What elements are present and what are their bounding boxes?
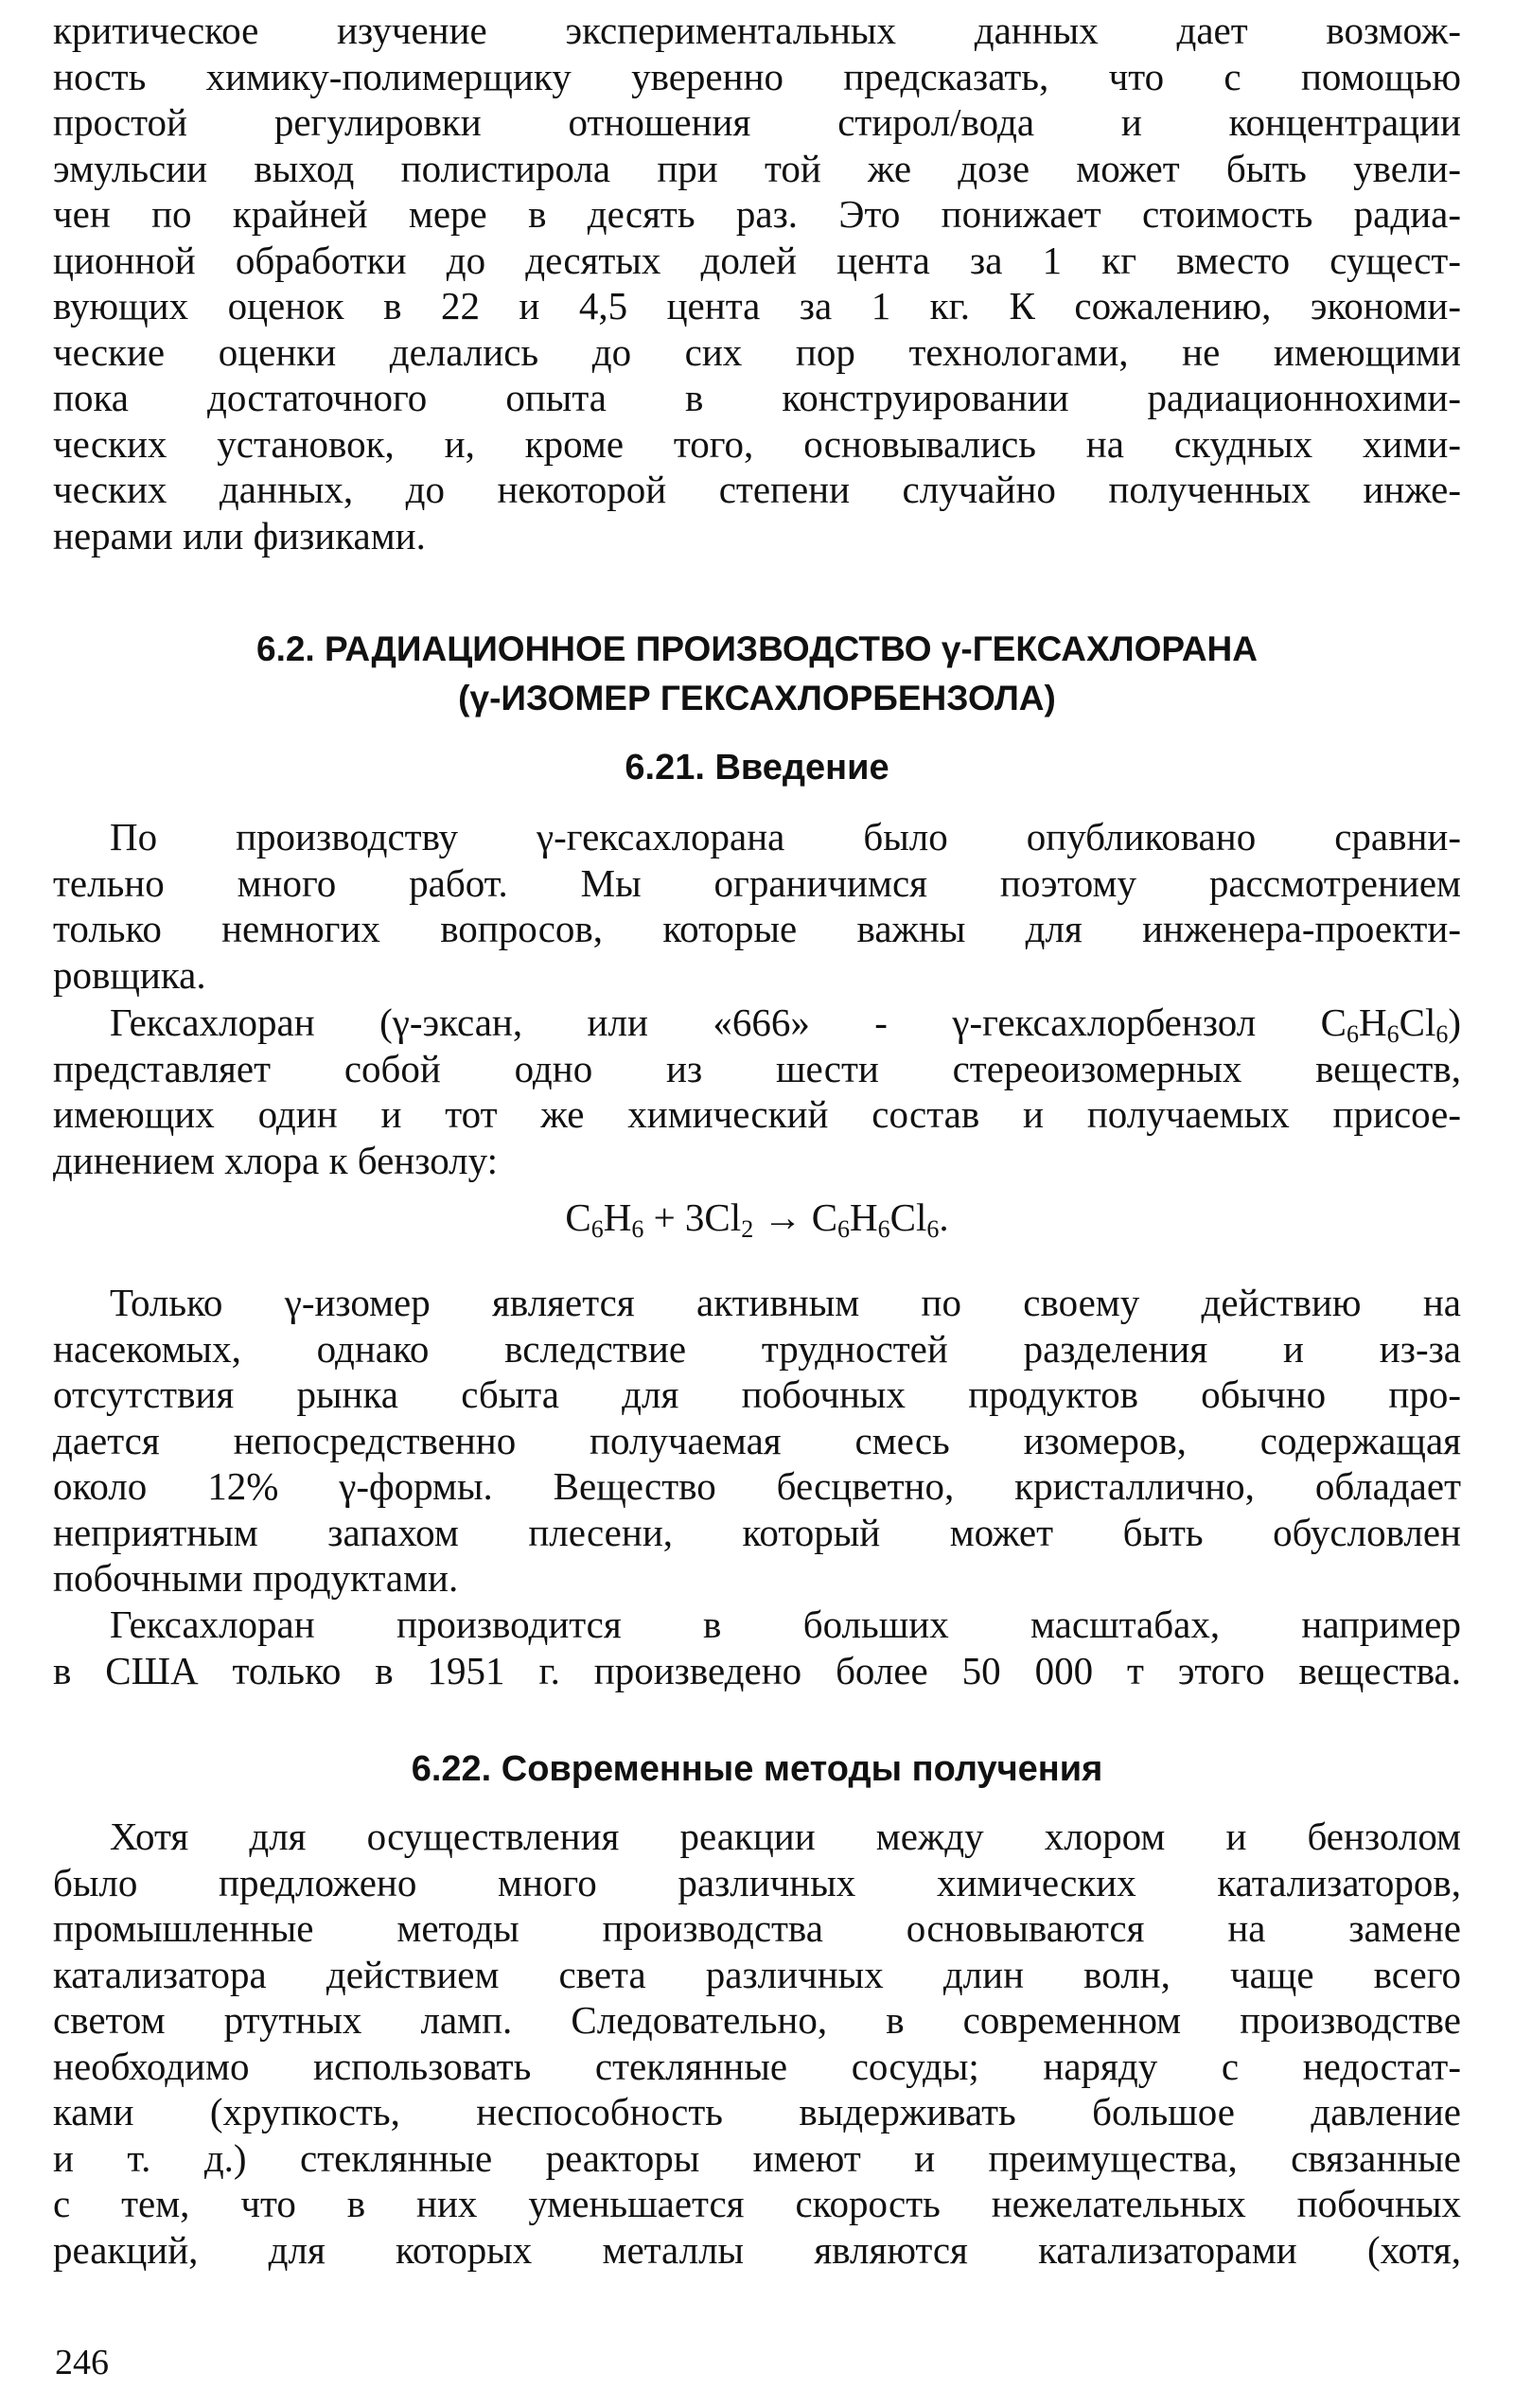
text-line: в США только в 1951 г. произведено более 50 000 т этого вещества.: [53, 1648, 1461, 1692]
text-line: ность химику-полимерщику уверенно предсказать, что с помощью: [53, 54, 1461, 98]
text-line: чен по крайней мере в десять раз. Это понижает стоимость радиа-: [53, 192, 1461, 236]
text-line: Только γ-изомер является активным по своему действию на: [110, 1281, 1461, 1324]
text-line: ческие оценки делались до сих пор технологами, не имеющими: [53, 329, 1461, 374]
section-heading: [53, 625, 1461, 723]
text-line: тельно много работ. Мы ограничимся поэтому рассмотрением: [53, 860, 1461, 905]
paragraph-2: [53, 1000, 1461, 1183]
subsection-heading-intro: [53, 744, 1461, 791]
text-line: имеющих один и тот же химический состав и получаемых присое-: [53, 1092, 1461, 1136]
text-line: Гексахлоран производится в больших масштабах, например: [110, 1602, 1461, 1646]
chemical-equation: [53, 1195, 1461, 1243]
text-line: пока достаточного опыта в конструировании радиационнохими-: [53, 376, 1461, 419]
text-line: светом ртутных ламп. Следовательно, в современном производстве: [53, 1998, 1461, 2042]
section-title-line1: 6.2. РАДИАЦИОННОЕ ПРОИЗВОДСТВО γ-ГЕКСАХЛОРАНА: [256, 629, 1258, 668]
subsection-title: 6.21. Введение: [625, 748, 889, 788]
text-line: ровщика.: [53, 952, 206, 997]
text-line-with-formula: Гексахлоран (γ-эксан, или «666» - γ-гексахлорбензол $C_6H_6Cl_6$): [110, 1000, 1461, 1048]
text-line: необходимо использовать стеклянные сосуды; наряду с недостат-: [53, 2044, 1461, 2088]
intro-paragraph: [53, 8, 1461, 558]
text-line: динением хлора к бензолу:: [53, 1138, 498, 1182]
text-line: Хотя для осуществления реакции между хлором и бензолом: [110, 1815, 1461, 1858]
text-line: было предложено много различных химических катализаторов,: [53, 1860, 1461, 1904]
paragraph-1: [53, 814, 1461, 998]
paragraph-5: [53, 1814, 1461, 2273]
text-line: нерами или физиками.: [53, 513, 426, 558]
text-line: критическое изучение экспериментальных данных дает возмож-: [53, 9, 1461, 52]
text-line: неприятным запахом плесени, который может быть обусловлен: [53, 1510, 1461, 1554]
text-line: побочными продуктами.: [53, 1556, 459, 1600]
text-line: ческих установок, и, кроме того, основывались на скудных хими-: [53, 421, 1461, 466]
text-line: реакций, для которых металлы являются катализаторами (хотя,: [53, 2227, 1461, 2272]
text-line: вующих оценок в 22 и 4,5 цента за 1 кг. К сожалению, экономи-: [53, 284, 1461, 328]
formula: $C_6H_6 + 3Cl_2 \to C_6H_6Cl_6$.: [565, 1195, 949, 1243]
subsection-heading-methods: [53, 1745, 1461, 1793]
text-line: представляет собой одно из шести стереоизомерных веществ,: [53, 1046, 1461, 1090]
text-line: ционной обработки до десятых долей цента за 1 кг вместо сущест-: [53, 238, 1461, 282]
text-line: промышленные методы производства основываются на замене: [53, 1906, 1461, 1950]
text-line: ками (хрупкость, неспособность выдерживать большое давление: [53, 2090, 1461, 2134]
text-line: дается непосредственно получаемая смесь изомеров, содержащая: [53, 1418, 1461, 1462]
page-number: 246: [55, 2343, 109, 2382]
text-line: катализатора действием света различных длин волн, чаще всего: [53, 1952, 1461, 1996]
text-line: простой регулировки отношения стирол/вода и концентрации: [53, 100, 1461, 144]
text-line: с тем, что в них уменьшается скорость нежелательных побочных: [53, 2182, 1461, 2225]
subsection-title: 6.22. Современные методы получения: [411, 1749, 1103, 1789]
text-line: отсутствия рынка сбыта для побочных продуктов обычно про-: [53, 1372, 1461, 1416]
section-title-line2: (γ-ИЗОМЕР ГЕКСАХЛОРБЕНЗОЛА): [458, 679, 1056, 717]
paragraph-3: [53, 1280, 1461, 1602]
text-line: насекомых, однако вследствие трудностей разделения и из-за: [53, 1326, 1461, 1371]
text-line: только немногих вопросов, которые важны для инженера-проекти-: [53, 907, 1461, 950]
text-line: ческих данных, до некоторой степени случайно полученных инже-: [53, 468, 1461, 511]
paragraph-4: [53, 1602, 1461, 1693]
text-line: и т. д.) стеклянные реакторы имеют и преимущества, связанные: [53, 2135, 1461, 2180]
text-line: По производству γ-гексахлорана было опубликовано сравни-: [110, 815, 1461, 859]
text-line: около 12% γ-формы. Вещество бесцветно, кристаллично, обладает: [53, 1464, 1461, 1508]
text-line: эмульсии выход полистирола при той же дозе может быть увели-: [53, 146, 1461, 190]
